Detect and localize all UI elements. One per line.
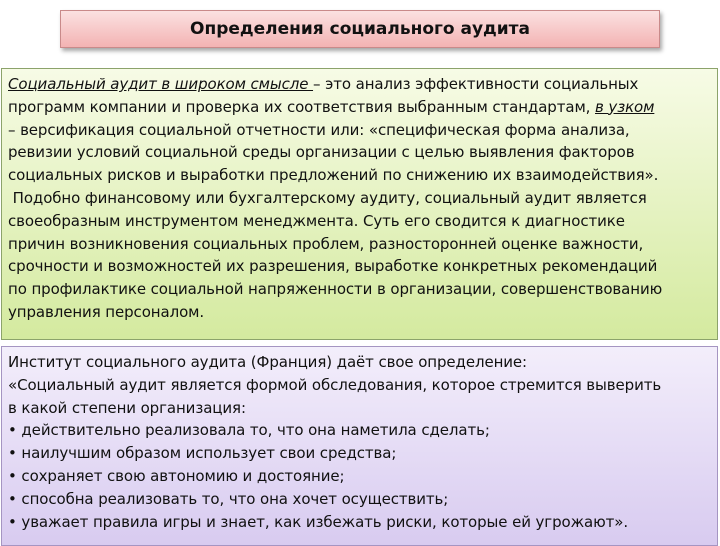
institute-line: в какой степени организация:: [8, 398, 246, 417]
bullet-item: • сохраняет свою автономию и достояние;: [8, 466, 345, 485]
definition-line-text: программ компании и проверка их соответствия выбранным стандартам,: [8, 97, 596, 116]
definition-line: Подобно финансовому или бухгалтерскому аудиту, социальный аудит является: [8, 188, 647, 207]
definition-line: по профилактике социальной напряженности в организации, совершенствованию: [8, 280, 663, 299]
narrow-sense-term: в узком: [595, 97, 655, 116]
institute-line: «Социальный аудит является формой обследования, которое стремится выверить: [8, 375, 662, 394]
definition-block: [1, 68, 718, 340]
definition-line: [8, 73, 713, 96]
institute-block: [1, 346, 718, 546]
broad-sense-term: Социальный аудит в широком смысле: [8, 75, 314, 93]
bullet-item: • наилучшим образом использует свои средства;: [8, 444, 397, 463]
definition-line: срочности и возможностей их разрешения, выработке конкретных рекомендаций: [8, 257, 658, 276]
definition-line: ревизии условий социальной среды организации с целью выявления факторов: [8, 143, 635, 162]
page-title: Определения социального аудита: [190, 19, 530, 39]
institute-line: Институт социального аудита (Франция) даёт свое определение:: [8, 353, 528, 371]
definition-line: причин возникновения социальных проблем, разносторонней оценке важности,: [8, 234, 644, 253]
definition-line-text: – это анализ эффективности социальных: [313, 75, 639, 93]
bullet-item: • уважает правила игры и знает, как избежать риски, которые ей угрожают».: [8, 512, 629, 531]
bullet-item: • действительно реализовала то, что она наметила сделать;: [8, 421, 490, 440]
definition-line: управления персоналом.: [8, 302, 205, 321]
bullet-item: • способна реализовать то, что она хочет осуществить;: [8, 489, 449, 508]
definition-line: своеобразным инструментом менеджмента. Суть его сводится к диагностике: [8, 211, 625, 230]
definition-line: социальных рисков и выработки предложений по снижению их взаимодействия».: [8, 166, 659, 185]
definition-line: [8, 96, 713, 119]
definition-line: – версификация социальной отчетности или: «специфическая форма анализа,: [8, 120, 630, 139]
title-box: [60, 10, 660, 48]
